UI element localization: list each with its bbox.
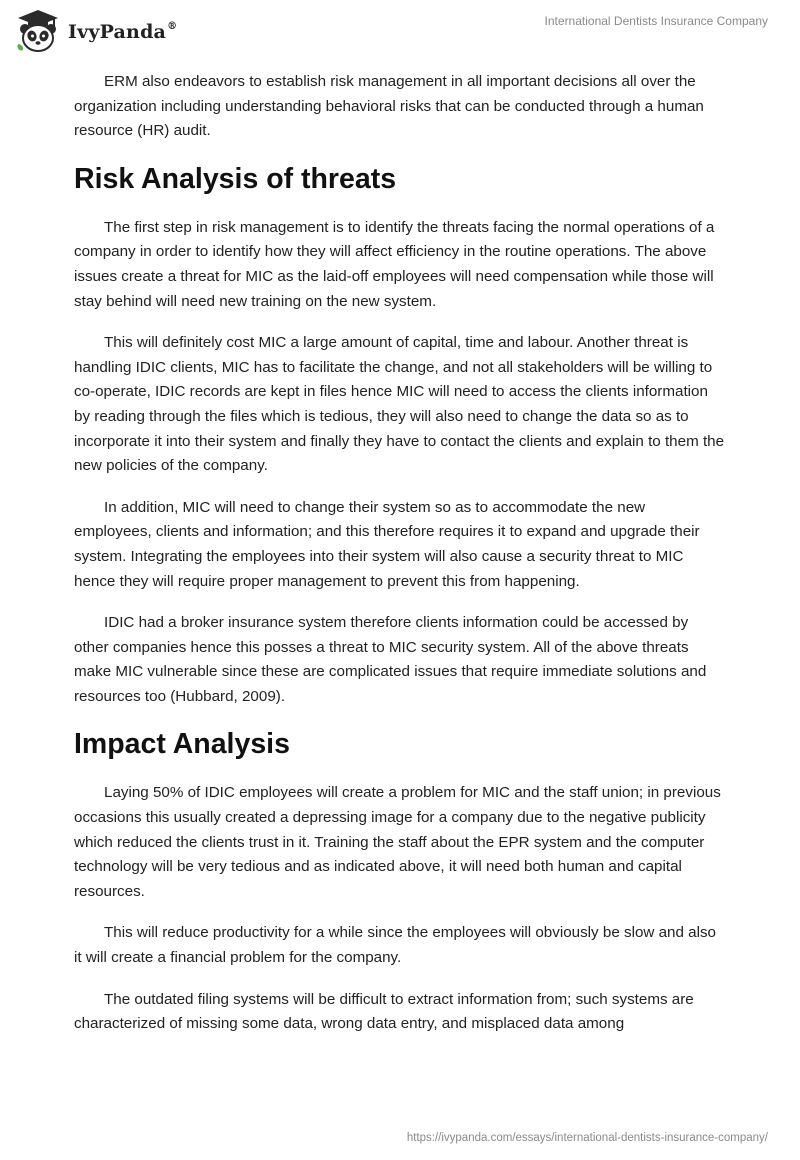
brand-name: IvyPanda® <box>68 21 178 43</box>
risk-paragraph-1: The first step in risk management is to identify the threats facing the normal operations of a company in order to identify how they will affect efficiency in the routine operations. The above issues create a threat for MIC as the laid-off employees will need compensation while those will stay behind will need new training on the new system. <box>74 218 715 310</box>
essay-content <box>74 70 726 1054</box>
registered-mark: ® <box>167 21 178 32</box>
impact-paragraph-3: The outdated filing systems will be difficult to extract information from; such systems are characterized of missing some data, wrong data entry, and misplaced data among <box>74 990 694 1033</box>
impact-paragraph-2: This will reduce productivity for a while since the employees will obviously be slow and also it will create a financial problem for the company. <box>74 924 717 967</box>
document-title: International Dentists Insurance Company <box>544 14 768 28</box>
risk-paragraph-4: IDIC had a broker insurance system therefore clients information could be accessed by other companies hence this posses a threat to MIC security system. All of the above threats make MIC vulnerable since these are complicated issues that require immediate solutions and resources too (Hubbard, 2009). <box>74 614 707 705</box>
risk-paragraph-3: In addition, MIC will need to change their system so as to accommodate the new employees, clients and information; and this therefore requires it to expand and upgrade their system. Integrating the employees into their system will also cause a security threat to MIC hence they will require proper management to prevent this from happening. <box>74 498 700 590</box>
ivypanda-logo[interactable] <box>14 8 177 54</box>
source-url[interactable]: https://ivypanda.com/essays/international-dentists-insurance-company/ <box>406 1132 768 1144</box>
risk-paragraph-2: This will definitely cost MIC a large amount of capital, time and labour. Another threat is handling IDIC clients, MIC has to facilitate the change, and not all stakeholders will be willing to co-operate, IDIC records are kept in files hence MIC will need to access the clients information by reading through the files which is tedious, they will also need to change the data so as to incorporate it into their system and finally they have to contact the clients and explain to them the new policies of the company. <box>74 334 725 475</box>
impact-paragraph-1: Laying 50% of IDIC employees will create a problem for MIC and the staff union; in previous occasions this usually created a depressing image for a company due to the negative publicity which reduced the clients trust in it. Training the staff about the EPR system and the computer technology will be very tedious and as indicated above, it will need both human and capital resources. <box>74 784 721 900</box>
heading-risk-analysis: Risk Analysis of threats <box>74 162 397 195</box>
page-header <box>0 0 800 62</box>
heading-impact-analysis: Impact Analysis <box>74 728 290 761</box>
panda-graduate-icon <box>14 8 62 54</box>
intro-paragraph: ERM also endeavors to establish risk management in all important decisions all over the organization including understanding behavioral risks that can be conducted through a human resource (HR) audit. <box>74 73 704 140</box>
